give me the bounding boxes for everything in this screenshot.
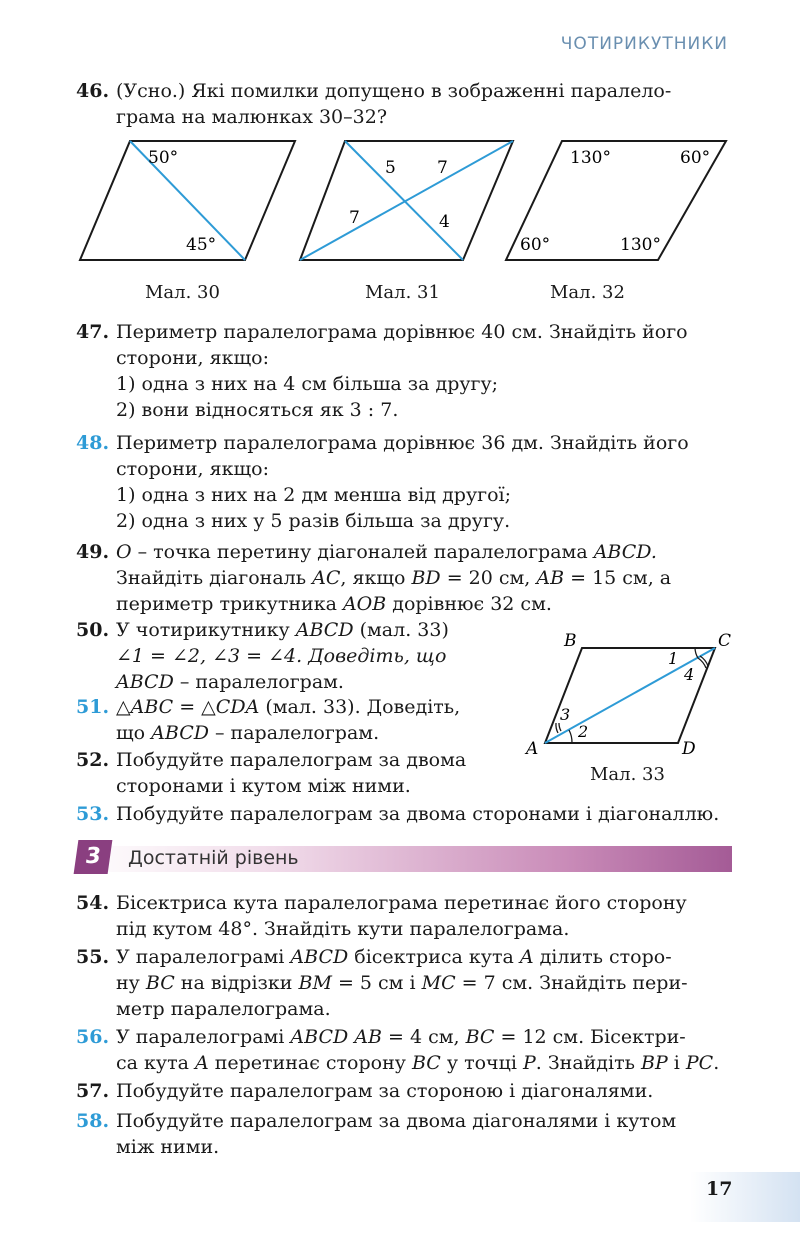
text-run: перетинає сторону: [208, 1052, 412, 1074]
problem-number: 48.: [76, 432, 110, 454]
point-label: A: [194, 1052, 209, 1074]
point-label: AC: [312, 567, 341, 589]
problem-number: 57.: [76, 1080, 110, 1102]
text-run: = 20 см,: [440, 567, 537, 589]
text-run: – точка перетину діагоналей паралелограма: [131, 541, 594, 563]
problem-number: 58.: [76, 1110, 110, 1132]
angle-label: 45°: [186, 235, 217, 255]
problem-number: 56.: [76, 1026, 110, 1048]
text-run: (мал. 33). Доведіть,: [259, 696, 461, 718]
point-label: AB: [536, 567, 565, 589]
figure-30: [70, 135, 300, 275]
problem-subitem: 2) вони відносяться як 3 : 7.: [116, 399, 399, 421]
point-label: BM: [298, 972, 332, 994]
angle-label: 60°: [680, 148, 711, 168]
text-run: периметр трикутника: [116, 593, 343, 615]
problem-subitem: 1) одна з них на 4 см більша за другу;: [116, 373, 499, 395]
figure-caption: Мал. 30: [145, 282, 220, 303]
text-run: = 4 см,: [381, 1026, 466, 1048]
text-run: – паралелограм.: [208, 722, 380, 744]
problem-line: грама на малюнках 30–32?: [116, 106, 388, 128]
section-header: ЧОТИРИКУТНИКИ: [560, 34, 728, 54]
problem-line: Побудуйте паралелограм за двома сторонами і діагоналлю.: [116, 803, 720, 825]
problem-line: метр паралелограма.: [116, 998, 331, 1020]
level-badge: 3: [74, 840, 113, 874]
text-run: У чотирикутнику: [116, 619, 296, 641]
vertex-label-d: D: [682, 739, 696, 759]
angle-number: 1: [668, 649, 679, 668]
angle-number: 4: [684, 665, 695, 684]
point-label: BC: [145, 972, 175, 994]
problem-number: 55.: [76, 946, 110, 968]
problem-line: сторони, якщо:: [116, 347, 269, 369]
text-run: ділить сторо-: [533, 946, 672, 968]
problem-number: 49.: [76, 541, 110, 563]
point-label: ABCD: [290, 946, 349, 968]
problem-number: 51.: [76, 696, 110, 718]
angle-label: 130°: [570, 148, 611, 168]
angle-number: 3: [560, 705, 571, 724]
figure-caption: Мал. 32: [550, 282, 625, 303]
problem-line: між ними.: [116, 1136, 220, 1158]
problem-line: сторони, якщо:: [116, 458, 269, 480]
point-label: AOB: [342, 593, 387, 615]
angle-label: 60°: [520, 235, 551, 255]
problem-number: 47.: [76, 321, 110, 343]
problem-number: 52.: [76, 749, 110, 771]
page-number: 17: [706, 1178, 733, 1200]
figure-caption: Мал. 31: [365, 282, 440, 303]
problem-line: сторонами і кутом між ними.: [116, 775, 411, 797]
point-label: P: [522, 1052, 536, 1074]
text-run: У паралелограмі: [116, 1026, 291, 1048]
problem-line: Периметр паралелограма дорівнює 40 см. Знайдіть його: [116, 321, 688, 343]
problem-line: (Усно.) Які помилки допущено в зображенні паралело-: [116, 80, 672, 102]
angle-label: 50°: [148, 148, 179, 168]
text-run: що: [116, 722, 152, 744]
problem-number: 54.: [76, 892, 110, 914]
text-run: ну: [116, 972, 146, 994]
point-label: ABCD: [295, 619, 354, 641]
problem-number: 50.: [76, 619, 110, 641]
text-run: , якщо: [340, 567, 412, 589]
point-label: O: [116, 541, 132, 563]
segment-label: 5: [385, 158, 396, 178]
text-run: .: [713, 1052, 720, 1074]
point-label: ABCD.: [593, 541, 657, 563]
problem-line: Побудуйте паралелограм за стороною і діагоналями.: [116, 1080, 654, 1102]
vertex-label-a: A: [526, 739, 539, 759]
text-run: – паралелограм.: [173, 671, 344, 693]
level-title: Достатній рівень: [128, 847, 299, 869]
angle-number: 2: [578, 722, 589, 741]
angle-label: 130°: [620, 235, 661, 255]
problem-line: ∠1 = ∠2, ∠3 = ∠4. Доведіть, що: [116, 645, 447, 667]
point-label: ABCD: [116, 671, 174, 693]
figure-caption: Мал. 33: [590, 764, 665, 785]
point-label: BC: [411, 1052, 441, 1074]
problem-line: Периметр паралелограма дорівнює 36 дм. Знайдіть його: [116, 432, 689, 454]
problem-line: Побудуйте паралелограм за двома діагоналями і кутом: [116, 1110, 677, 1132]
text-run: у точці: [440, 1052, 523, 1074]
point-label: A: [519, 946, 534, 968]
text-run: У паралелограмі: [116, 946, 291, 968]
segment-label: 7: [437, 158, 448, 178]
problem-line: під кутом 48°. Знайдіть кути паралелограма.: [116, 918, 570, 940]
problem-line: Побудуйте паралелограм за двома: [116, 749, 467, 771]
problem-subitem: 1) одна з них на 2 дм менша від другої;: [116, 484, 512, 506]
text-run: Знайдіть діагональ: [116, 567, 313, 589]
text-run: (мал. 33): [353, 619, 449, 641]
vertex-label-c: C: [718, 631, 732, 651]
point-label: BC: [465, 1026, 495, 1048]
text-run: = 12 см. Бісектри-: [494, 1026, 686, 1048]
text-run: = 5 см і: [331, 972, 422, 994]
problem-subitem: 2) одна з них у 5 разів більша за другу.: [116, 510, 511, 532]
text-run: = 7 см. Знайдіть пери-: [455, 972, 688, 994]
point-label: PC: [685, 1052, 714, 1074]
text-run: . Знайдіть: [535, 1052, 641, 1074]
point-label: MC: [421, 972, 456, 994]
figure-31: [295, 135, 520, 275]
text-run: дорівнює 32 см.: [386, 593, 552, 615]
figure-32: [500, 135, 732, 275]
problem-number: 46.: [76, 80, 110, 102]
text-run: бісектриса кута: [348, 946, 520, 968]
point-label: ABCD: [151, 722, 209, 744]
segment-label: 7: [349, 208, 360, 228]
segment-label: 4: [439, 212, 450, 232]
text-run: са кута: [116, 1052, 195, 1074]
vertex-label-b: B: [564, 631, 577, 651]
text-run: і: [667, 1052, 686, 1074]
point-label: △ABC = △CDA: [116, 696, 260, 718]
point-label: BD: [411, 567, 441, 589]
point-label: ABCD AB: [290, 1026, 382, 1048]
text-run: = 15 см, а: [564, 567, 672, 589]
figure-33: [520, 628, 732, 763]
text-run: на відрізки: [174, 972, 299, 994]
point-label: BP: [640, 1052, 668, 1074]
problem-line: Бісектриса кута паралелограма перетинає його сторону: [116, 892, 687, 914]
problem-number: 53.: [76, 803, 110, 825]
